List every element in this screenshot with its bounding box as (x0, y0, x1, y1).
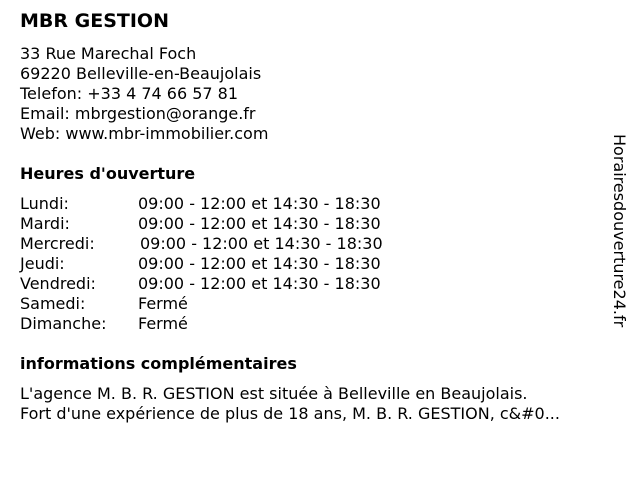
hours-row-mardi (20, 214, 383, 234)
day-label: Jeudi: (20, 254, 65, 273)
day-time: 09:00 - 12:00 et 14:30 - 18:30 (138, 214, 381, 233)
day-time: 09:00 - 12:00 et 14:30 - 18:30 (138, 194, 381, 213)
hours-row-jeudi (20, 254, 383, 274)
info-heading: informations complémentaires (20, 354, 297, 373)
day-time: 09:00 - 12:00 et 14:30 - 18:30 (138, 274, 381, 293)
info-text (20, 384, 560, 424)
day-label: Mardi: (20, 214, 70, 233)
day-time: Fermé (138, 314, 188, 333)
day-label: Samedi: (20, 294, 86, 313)
hours-row-dimanche (20, 314, 383, 334)
hours-row-lundi (20, 194, 383, 214)
info-line-1: L'agence M. B. R. GESTION est située à Belleville en Beaujolais. (20, 384, 528, 403)
info-line-2: Fort d'une expérience de plus de 18 ans, M. B. R. GESTION, c&#0... (20, 404, 560, 423)
address-block (20, 44, 268, 144)
address-city: 69220 Belleville-en-Beaujolais (20, 64, 262, 83)
hours-row-mercredi (20, 234, 383, 254)
business-name: MBR GESTION (20, 10, 169, 32)
phone-line: Telefon: +33 4 74 66 57 81 (20, 84, 239, 103)
day-time: Fermé (138, 294, 188, 313)
day-label: Dimanche: (20, 314, 107, 333)
day-time: 09:00 - 12:00 et 14:30 - 18:30 (140, 234, 383, 253)
address-street: 33 Rue Marechal Foch (20, 44, 197, 63)
web-line: Web: www.mbr-immobilier.com (20, 124, 269, 143)
hours-row-samedi (20, 294, 383, 314)
day-label: Mercredi: (20, 234, 95, 253)
email-line: Email: mbrgestion@orange.fr (20, 104, 256, 123)
day-label: Vendredi: (20, 274, 96, 293)
hours-heading: Heures d'ouverture (20, 164, 196, 183)
day-time: 09:00 - 12:00 et 14:30 - 18:30 (138, 254, 381, 273)
site-watermark: Horairesdouverture24.fr (610, 134, 629, 328)
day-label: Lundi: (20, 194, 69, 213)
hours-row-vendredi (20, 274, 383, 294)
hours-table (20, 194, 383, 334)
